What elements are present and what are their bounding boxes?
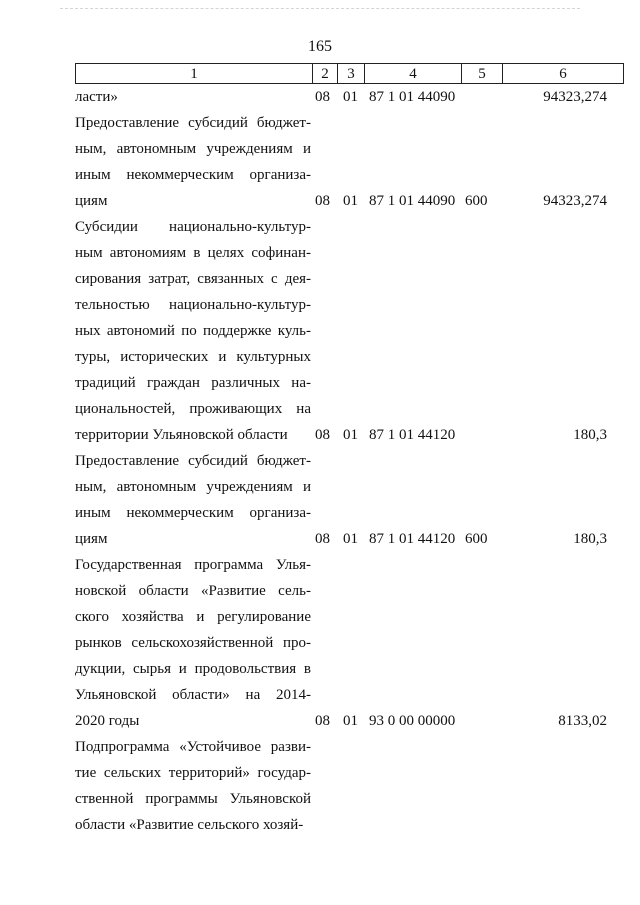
target-article-code: 87 1 01 44090 — [369, 89, 456, 105]
description-line: ственной программы Ульяновской — [75, 791, 311, 807]
section-code: 08 — [315, 713, 330, 729]
description-line: дукции, сырья и продовольствия в — [75, 661, 311, 677]
target-article-code: 87 1 01 44120 — [369, 427, 456, 443]
table-row — [75, 110, 631, 214]
row-codes — [75, 84, 631, 110]
amount-value: 8133,02 — [558, 713, 607, 729]
column-header-6: 6 — [503, 64, 624, 84]
description-line: рынков сельскохозяйственной про- — [75, 635, 311, 651]
column-header-1: 1 — [76, 64, 313, 84]
description-line: Предоставление субсидий бюджет- — [75, 453, 311, 469]
description-line: ным, автономным учреждениям и — [75, 141, 311, 157]
table-row — [75, 448, 631, 552]
description-line: области «Развитие сельского хозяй- — [75, 817, 304, 833]
subsection-code: 01 — [343, 713, 358, 729]
budget-table-body — [75, 84, 631, 838]
amount-value: 180,3 — [573, 531, 607, 547]
subsection-code: 01 — [343, 193, 358, 209]
amount-value: 94323,274 — [543, 193, 607, 209]
subsection-code: 01 — [343, 531, 358, 547]
description-line: Ульяновской области» на 2014- — [75, 687, 311, 703]
description-line: ным, автономным учреждениям и — [75, 479, 311, 495]
target-article-code: 87 1 01 44120 — [369, 531, 456, 547]
row-codes — [75, 812, 631, 838]
description-line: ным автономиям в целях софинан- — [75, 245, 311, 261]
table-row — [75, 552, 631, 734]
row-codes — [75, 708, 631, 734]
row-codes — [75, 188, 631, 214]
description-line: иным некоммерческим организа- — [75, 167, 311, 183]
description-line: традиций граждан различных на- — [75, 375, 311, 391]
description-line: новской области «Развитие сель- — [75, 583, 311, 599]
table-row — [75, 734, 631, 838]
amount-value: 180,3 — [573, 427, 607, 443]
row-description — [75, 552, 311, 734]
scan-artifact — [60, 8, 580, 11]
table-row — [75, 214, 631, 448]
description-line: Государственная программа Улья- — [75, 557, 311, 573]
column-header-5: 5 — [462, 64, 503, 84]
row-codes — [75, 526, 631, 552]
description-line: циям — [75, 531, 108, 547]
description-line: туры, исторических и культурных — [75, 349, 311, 365]
description-line: Субсидии национально-культур- — [75, 219, 311, 235]
row-codes — [75, 422, 631, 448]
subsection-code: 01 — [343, 89, 358, 105]
section-code: 08 — [315, 427, 330, 443]
description-line: ных автономий по поддержке куль- — [75, 323, 311, 339]
column-header-3: 3 — [338, 64, 365, 84]
description-line: ского хозяйства и регулирование — [75, 609, 311, 625]
description-line: 2020 годы — [75, 713, 140, 729]
expense-type-code: 600 — [465, 531, 488, 547]
description-line: циям — [75, 193, 108, 209]
amount-value: 94323,274 — [543, 89, 607, 105]
section-code: 08 — [315, 193, 330, 209]
description-line: Подпрограмма «Устойчивое разви- — [75, 739, 311, 755]
target-article-code: 87 1 01 44090 — [369, 193, 456, 209]
column-header-2: 2 — [313, 64, 338, 84]
description-line: тие сельских территорий» государ- — [75, 765, 311, 781]
table-row — [75, 84, 631, 110]
description-line: сирования затрат, связанных с дея- — [75, 271, 311, 287]
target-article-code: 93 0 00 00000 — [369, 713, 456, 729]
row-description — [75, 214, 311, 448]
subsection-code: 01 — [343, 427, 358, 443]
description-line: Предоставление субсидий бюджет- — [75, 115, 311, 131]
column-header-row — [76, 64, 624, 84]
description-line: циональностей, проживающих на — [75, 401, 311, 417]
column-header-table — [75, 63, 624, 84]
section-code: 08 — [315, 89, 330, 105]
expense-type-code: 600 — [465, 193, 488, 209]
description-line: территории Ульяновской области — [75, 427, 288, 443]
description-line: иным некоммерческим организа- — [75, 505, 311, 521]
description-line: тельностью национально-культур- — [75, 297, 311, 313]
page-number: 165 — [308, 38, 332, 55]
column-header-4: 4 — [365, 64, 462, 84]
description-line: ласти» — [75, 89, 118, 105]
section-code: 08 — [315, 531, 330, 547]
